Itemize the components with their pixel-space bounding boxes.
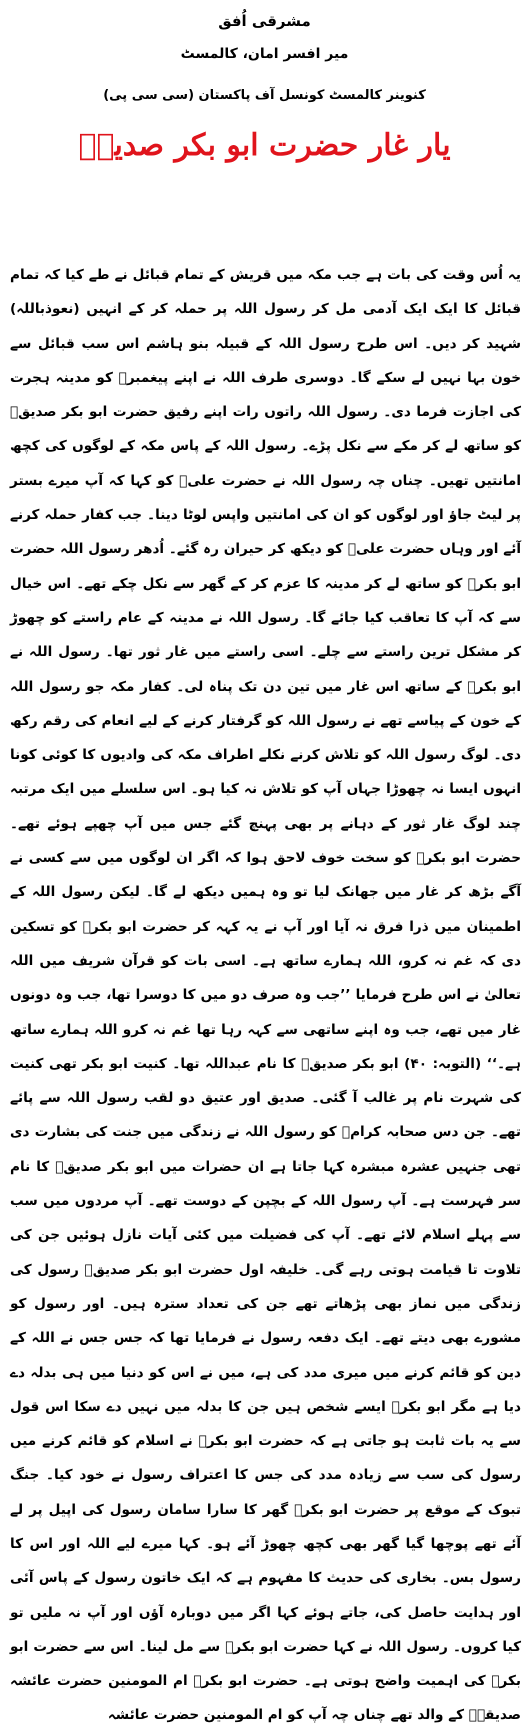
author-byline: میر افسر امان، کالمسٹ	[180, 46, 349, 62]
column-name: مشرقی اُفق	[218, 12, 311, 30]
article-title: یار غار حضرت ابو بکر صدیقؓ	[78, 128, 451, 163]
article-body: یہ اُس وقت کی بات ہے جب مکہ میں قریش کے تمام قبائل نے طے کیا کہ تمام قبائل کا ایک ایک آدمی مل کر رسول اللہ پر حملہ کر کے انہیں (نعوذباللہ) شہید کر دیں۔ اس طرح رسول اللہ کے قبیلہ بنو ہاشم اس سب قبائل سے خون بہا نہیں لے سکے گا۔ دوسری طرف اللہ نے اپنے پیغمبرؐ کو مدینہ ہجرت کی اجازت فرما دی۔ رسول اللہ راتوں رات اپنے رفیق حضرت ابو بکر صدیقؓ کو ساتھ لے کر مکے سے نکل پڑے۔ رسول اللہ کے پاس مکہ کے لوگوں کی کچھ امانتیں تھیں۔ چناں چہ رسول اللہ نے حضرت علیؓ کو کہا کہ آپ میرے بستر پر لیٹ جاؤ اور لوگوں کو ان کی امانتیں واپس لوٹا دینا۔ جب کفار حملہ کرنے آئے اور وہاں حضرت علیؓ کو دیکھ کر حیران رہ گئے۔ اُدھر رسول اللہ حضرت ابو بکرؓ کو ساتھ لے کر مدینہ کا عزم کر کے گھر سے نکل چکے تھے۔ اس خیال سے کہ آپ کا تعاقب کیا جائے گا۔ رسول اللہ نے مدینہ کے عام راستے کو چھوڑ کر مشکل ترین راستے سے چلے۔ اسی راستے میں غار ثور تھا۔ رسول اللہ نے ابو بکرؓ کے ساتھ اس غار میں تین دن تک پناہ لی۔ کفار مکہ جو رسول اللہ کے خون کے پیاسے تھے نے رسول اللہ کو گرفتار کرنے کے لیے انعام کی رقم رکھ دی۔ لوگ رسول اللہ کو تلاش کرنے نکلے اطراف مکہ کی وادیوں کا کوئی کونا انہوں ایسا نہ چھوڑا جہاں آپ کو تلاش نہ کیا ہو۔ اس سلسلے میں ایک مرتبہ چند لوگ غار ثور کے دہانے پر بھی پہنچ گئے جس میں آپ چھپے ہوئے تھے۔ حضرت ابو بکرؓ کو سخت خوف لاحق ہوا کہ اگر ان لوگوں میں سے کسی نے آگے بڑھ کر غار میں جھانک لیا تو وہ ہمیں دیکھ لے گا۔ لیکن رسول اللہ کے اطمینان میں ذرا فرق نہ آیا اور آپ نے یہ کہہ کر حضرت ابو بکرؓ کو تسکین دی کہ غم نہ کرو، اللہ ہمارے ساتھ ہے۔ اسی بات کو قرآن شریف میں اللہ تعالیٰ نے اس طرح فرمایا ’’جب وہ صرف دو میں کا دوسرا تھا، جب وہ دونوں غار میں تھے، جب وہ اپنے ساتھی سے کہہ رہا تھا غم نہ کرو اللہ ہمارے ساتھ ہے۔‘‘ (التوبہ: ۴۰) ابو بکر صدیقؓ کا نام عبداللہ تھا۔ کنیت ابو بکر تھی کنیت کی شہرت نام پر غالب آ گئی۔ صدیق اور عتیق دو لقب رسول اللہ سے پائے تھے۔ جن دس صحابہ کرامؓ کو رسول اللہ نے زندگی میں جنت کی بشارت دی تھی جنہیں عشرہ مبشرہ کہا جاتا ہے ان حضرات میں ابو بکر صدیقؓ کا نام سر فہرست ہے۔ آپ رسول اللہ کے بچپن کے دوست تھے۔ آپ مردوں میں سب سے پہلے اسلام لائے تھے۔ آپ کی فضیلت میں کئی آیات نازل ہوئیں جن کی تلاوت تا قیامت ہوتی رہے گی۔ خلیفہ اول حضرت ابو بکر صدیقؓ رسول کی زندگی میں نماز بھی پڑھاتے تھے جن کی تعداد سترہ ہیں۔ اور رسول کو مشورے بھی دیتے تھے۔ ایک دفعہ رسول نے فرمایا تھا کہ جس جس نے اللہ کے دین کو قائم کرنے میں میری مدد کی ہے، میں نے اس کو دنیا میں ہی بدلہ دے دیا ہے مگر ابو بکرؓ ایسے شخص ہیں جن کا بدلہ میں نہیں دے سکا اس قول سے یہ بات ثابت ہو جاتی ہے کہ حضرت ابو بکرؓ نے اسلام کو قائم کرنے میں رسول کی سب سے زیادہ مدد کی جس کا اعتراف رسول نے خود کیا۔ جنگ تبوک کے موقع پر حضرت ابو بکرؓ گھر کا سارا سامان رسول کی اپیل پر لے آئے تھے پوچھا گیا گھر بھی کچھ چھوڑ آئے ہو۔ کہا میرے لیے اللہ اور اس کا رسول بس۔ بخاری کی حدیث کا مفہوم ہے کہ ایک خاتون رسول کے پاس آئی اور ہدایت حاصل کی، جاتے ہوئے کہا اگر میں دوبارہ آؤں اور آپ نہ ملیں تو کیا کروں۔ رسول اللہ نے کہا حضرت ابو بکرؓ سے مل لینا۔ اس سے حضرت ابو بکرؓ کی اہمیت واضح ہوتی ہے۔ حضرت ابو بکرؓ ام المومنین حضرت عائشہ صدیقہؓ کے والد تھے چناں چہ آپ کو ام المومنین حضرت عائشہ	[10, 267, 521, 1724]
author-affiliation: کنوینر کالمسٹ کونسل آف پاکستان (سی سی پی)	[103, 88, 426, 103]
